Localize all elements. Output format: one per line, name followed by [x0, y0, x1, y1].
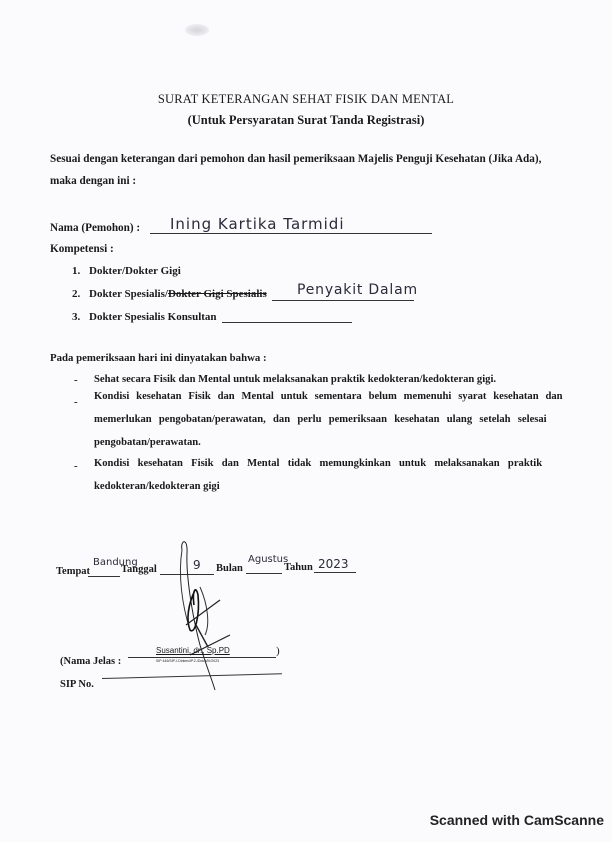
- year-label: Tahun: [284, 562, 313, 573]
- place-value[interactable]: Bandung: [93, 557, 138, 568]
- competence-label: Kompetensi :: [50, 243, 114, 255]
- date-value[interactable]: 9: [193, 558, 201, 572]
- specialty-value[interactable]: Penyakit Dalam: [297, 282, 418, 298]
- statement-3-line-1: Kondisi kesehatan Fisik dan Mental tidak memungkinkan untuk melaksanakan praktik: [94, 458, 543, 469]
- competence-number: 1.: [72, 265, 81, 277]
- signature: [160, 535, 250, 695]
- competence-number: 3.: [72, 311, 81, 323]
- competence-number: 2.: [72, 288, 81, 300]
- signer-underline: [128, 657, 276, 658]
- name-value[interactable]: Ining Kartika Tarmidi: [170, 215, 345, 233]
- competence-label-text: Dokter/Dokter Gigi: [89, 265, 181, 277]
- competence-label-text: Dokter Spesialis/: [89, 288, 168, 300]
- year-underline: [314, 572, 356, 573]
- exam-statement: Pada pemeriksaan hari ini dinyatakan bahwa :: [50, 352, 267, 364]
- month-label: Bulan: [216, 563, 243, 574]
- place-label: Tempat: [56, 566, 91, 577]
- year-value[interactable]: 2023: [318, 557, 349, 571]
- name-label: Nama (Pemohon) :: [50, 222, 141, 234]
- statement-bullet: -: [74, 460, 78, 472]
- place-underline: [88, 576, 120, 577]
- statement-3-line-2: kedokteran/kedokteran gigi: [94, 481, 220, 492]
- camscanner-watermark: Scanned with CamScanne: [429, 812, 604, 828]
- signer-stamp-sub: SIP 446/SIP-I-Dinkes/IP.2-/Dok/VIII/2023: [156, 659, 220, 663]
- intro-line-2: maka dengan ini :: [50, 175, 137, 187]
- competence-item-1: [72, 265, 181, 277]
- name-underline: [150, 233, 432, 234]
- signer-close-paren: ): [276, 645, 280, 657]
- intro-line-1: Sesuai dengan keterangan dari pemohon dan hasil pemeriksaan Majelis Penguji Kesehatan (Jika Ada),: [50, 153, 542, 165]
- consultant-underline: [222, 322, 352, 323]
- competence-label-text: Dokter Spesialis Konsultan: [89, 311, 217, 323]
- statement-bullet: -: [74, 374, 78, 386]
- statement-2-line-2: memerlukan pengobatan/perawatan, dan perlu pemeriksaan kesehatan ulang setelah selesai: [94, 414, 547, 425]
- month-value[interactable]: Agustus: [248, 554, 289, 565]
- struck-text: Dokter Gigi Spesialis: [167, 288, 267, 300]
- specialty-underline: [272, 300, 414, 301]
- sip-label: SIP No.: [60, 679, 94, 690]
- competence-item-2: [72, 288, 267, 300]
- statement-1-line-1: Sehat secara Fisik dan Mental untuk melaksanakan praktik kedokteran/kedokteran gigi.: [94, 374, 497, 385]
- scan-smudge: [185, 24, 209, 36]
- statement-2-line-3: pengobatan/perawatan.: [94, 437, 201, 448]
- signer-label: (Nama Jelas :: [60, 656, 122, 667]
- competence-item-3: [72, 311, 217, 323]
- statement-bullet: -: [74, 396, 78, 408]
- month-underline: [246, 573, 282, 574]
- document-subtitle: (Untuk Persyaratan Surat Tanda Registrasi): [187, 113, 425, 127]
- date-label: Tanggal: [121, 564, 157, 575]
- statement-2-line-1: Kondisi kesehatan Fisik dan Mental untuk sementara belum memenuhi syarat kesehatan dan: [94, 391, 563, 402]
- document-title: SURAT KETERANGAN SEHAT FISIK DAN MENTAL: [157, 92, 455, 106]
- signer-stamp: Susantini, dr., Sp.PD: [156, 646, 230, 655]
